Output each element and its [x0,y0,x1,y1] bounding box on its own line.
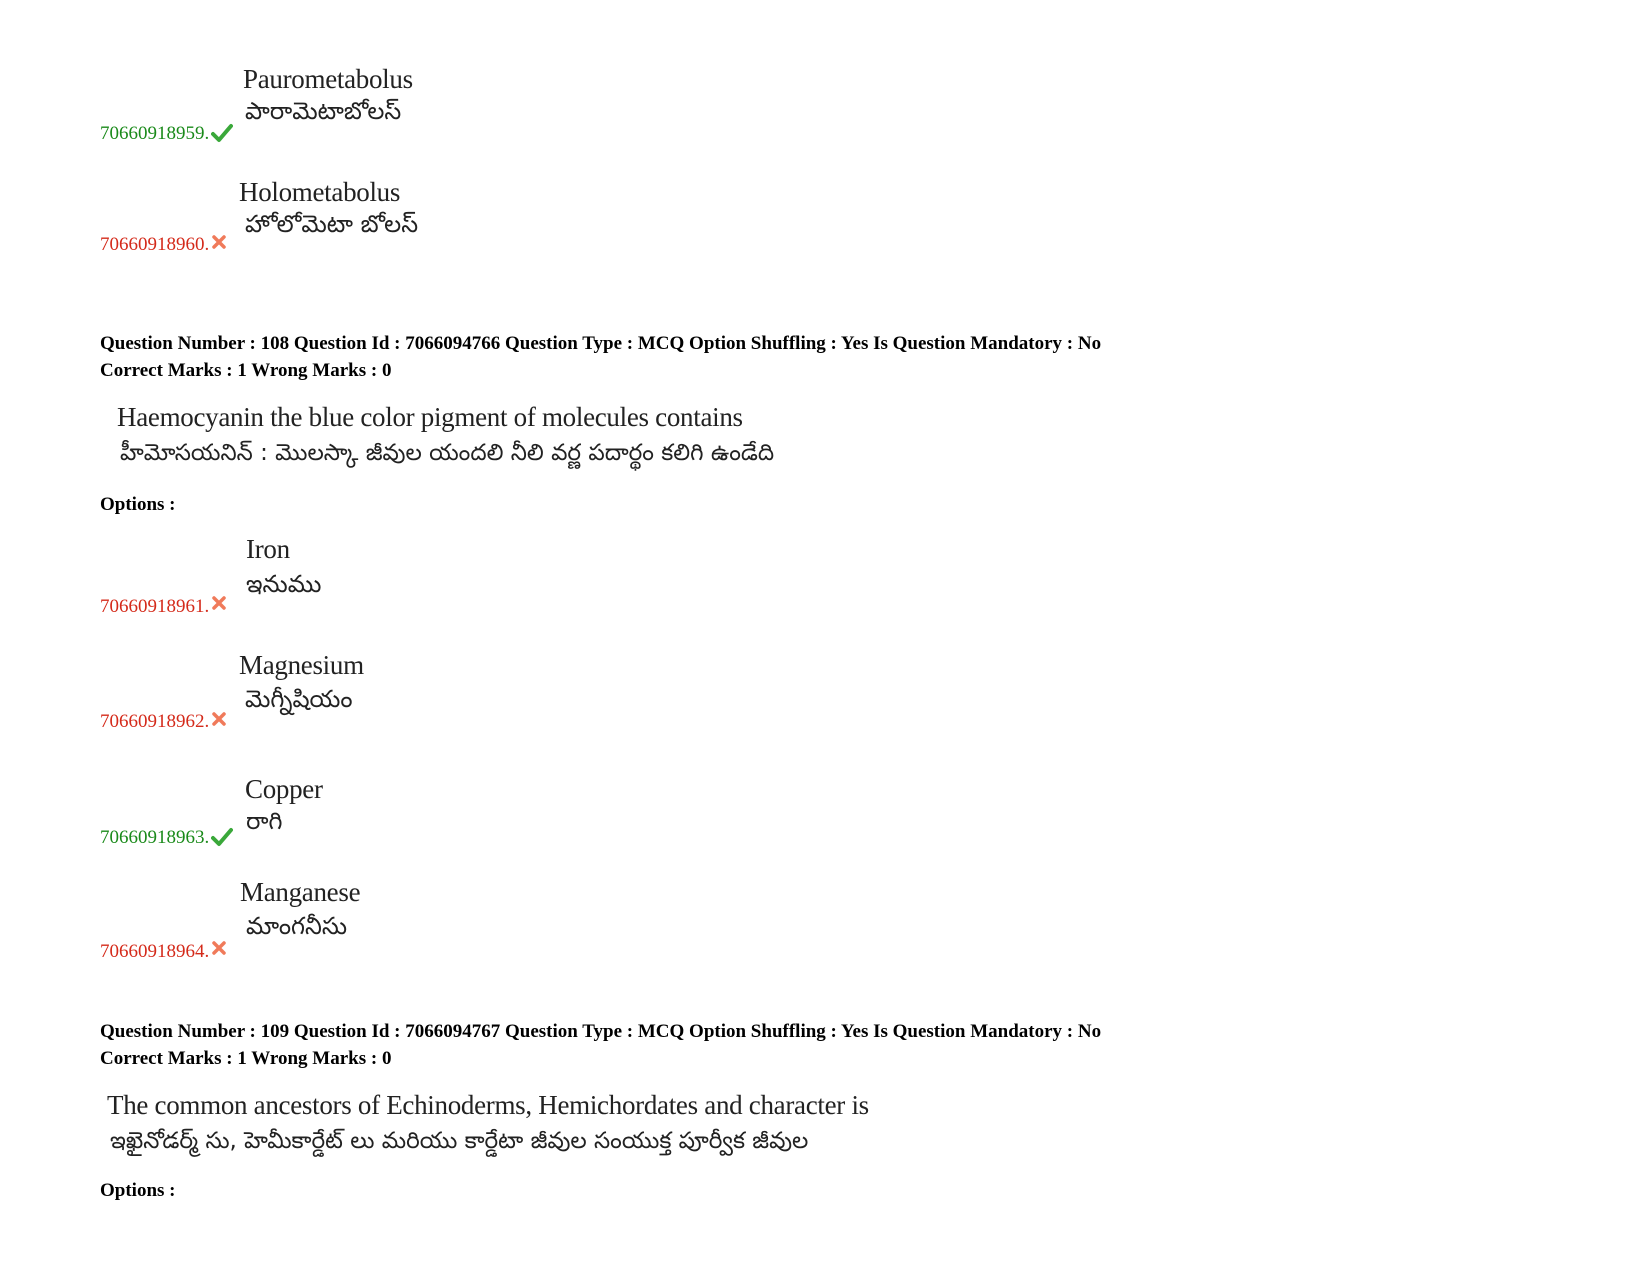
option-text-english: Magnesium [239,650,364,680]
option-text-english: Paurometabolus [243,64,413,94]
option-row [100,62,900,182]
option-id: 70660918962. [100,711,210,732]
option-id: 70660918960. [100,234,210,255]
option-text-telugu: మాంగనీసు [246,912,347,940]
option-row [100,875,900,995]
option-text-english: Manganese [240,877,361,907]
option-id: 70660918961. [100,596,210,617]
option-row [100,532,900,652]
check-icon [211,122,233,144]
question-text-english: The common ancestors of Echinoderms, Hemichordates and character is [107,1090,869,1120]
option-text-telugu: హోలోమెటా బోలస్ [245,210,419,238]
question-marks: Correct Marks : 1 Wrong Marks : 0 [100,1048,392,1069]
option-text-telugu: రాగి [246,807,283,835]
question-text-telugu: ఇఖైనోడర్మ్ సు, హెమీకార్డేట్ లు మరియు కార్డేటా జీవుల సంయుక్త పూర్వీక జీవుల [110,1128,809,1154]
check-icon [211,826,233,848]
option-text-telugu: ఇనుము [246,570,322,598]
option-row [100,772,900,892]
question-header: Question Number : 109 Question Id : 7066094767 Question Type : MCQ Option Shuffling : Yes Is Question Mandatory : No [100,1021,1102,1042]
option-text-english: Iron [246,534,290,564]
question-header: Question Number : 108 Question Id : 7066094766 Question Type : MCQ Option Shuffling : Yes Is Question Mandatory : No [100,333,1102,354]
question-text-english: Haemocyanin the blue color pigment of molecules contains [117,402,743,432]
option-id: 70660918964. [100,941,210,962]
option-id: 70660918963. [100,827,210,848]
option-text-english: Holometabolus [239,177,401,207]
question-text-telugu: హీమోసయనిన్ : మొలస్కా జీవుల యందలి నీలి వర్ణ పదార్థం కలిగి ఉండేది [120,440,775,466]
option-row [100,648,900,768]
option-text-english: Copper [245,774,323,804]
cross-icon [212,235,226,249]
question-marks: Correct Marks : 1 Wrong Marks : 0 [100,360,392,381]
option-text-telugu: పారామెటాబోలస్ [245,97,402,125]
option-id: 70660918959. [100,123,210,144]
option-text-telugu: మెగ్నీషియం [245,685,353,713]
options-label: Options : [100,494,176,515]
cross-icon [212,941,226,955]
cross-icon [212,712,226,726]
option-row [100,175,900,295]
cross-icon [212,596,226,610]
options-label: Options : [100,1180,176,1201]
